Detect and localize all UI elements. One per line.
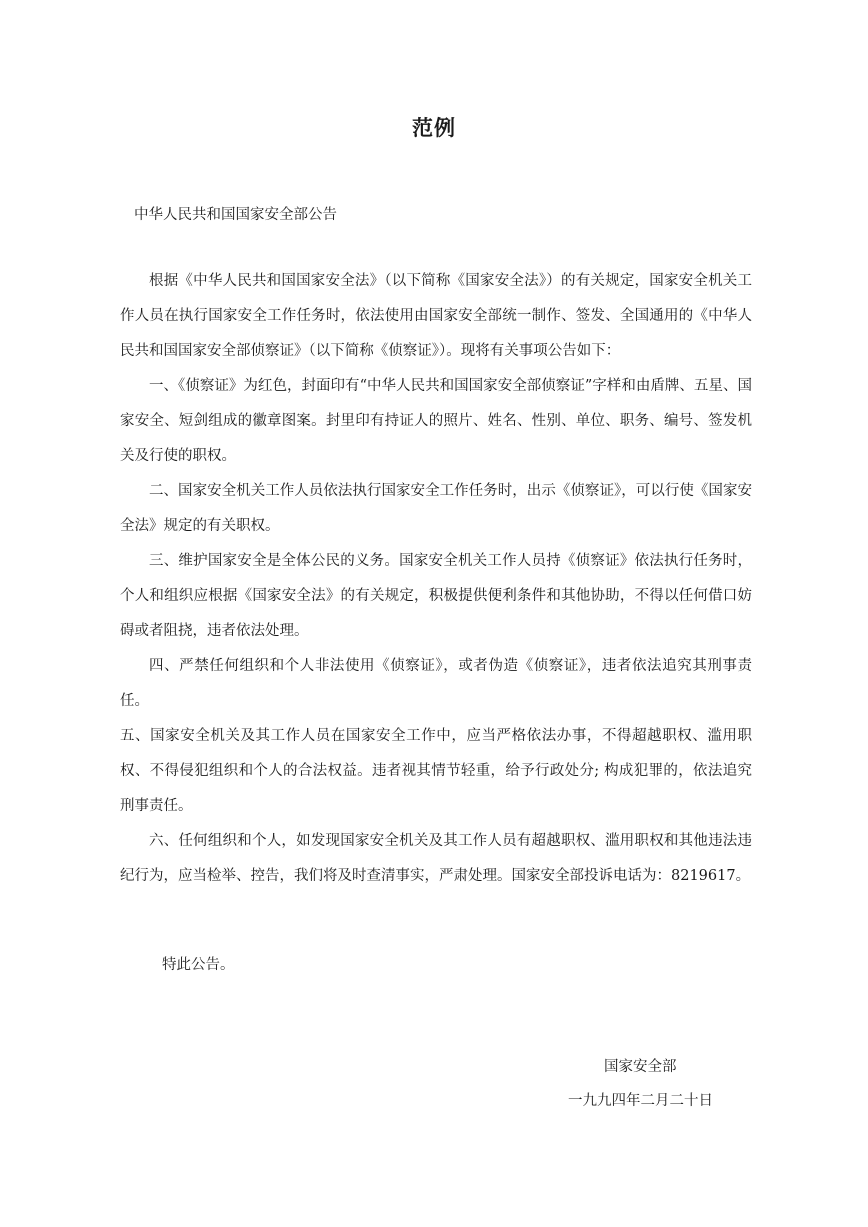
paragraph-item-1: 一、《侦察证》为红色，封面印有“中华人民共和国国家安全部侦察证”字样和由盾牌、五星、国家安全、短剑组成的徽章图案。封里印有持证人的照片、姓名、性别、单位、职务、编号、签发机关及行使的职权。 [120, 378, 752, 464]
signature-date: 一九九四年二月二十日 [568, 1093, 713, 1109]
paragraph-item-3: 三、维护国家安全是全体公民的义务。国家安全机关工作人员持《侦察证》依法执行任务时，个人和组织应根据《国家安全法》的有关规定，积极提供便利条件和其他协助，不得以任何借口妨碍或者阻挠，违者依法处理。 [120, 553, 752, 639]
paragraph-intro: 根据《中华人民共和国国家安全法》（以下简称《国家安全法》）的有关规定，国家安全机关工作人员在执行国家安全工作任务时，依法使用由国家安全部统一制作、签发、全国通用的《中华人民共和国国家安全部侦察证》（以下简称《侦察证》）。现将有关事项公告如下： [120, 273, 752, 359]
signature-organization: 国家安全部 [604, 1059, 677, 1075]
document-body [120, 264, 752, 894]
closing-statement: 特此公告。 [162, 957, 235, 973]
document-title: 范例 [412, 115, 456, 140]
paragraph-item-2: 二、国家安全机关工作人员依法执行国家安全工作任务时，出示《侦察证》，可以行使《国家安全法》规定的有关职权。 [120, 483, 752, 534]
announcement-heading: 中华人民共和国国家安全部公告 [134, 207, 337, 223]
paragraph-item-5: 五、国家安全机关及其工作人员在国家安全工作中，应当严格依法办事，不得超越职权、滥用职权、不得侵犯组织和个人的合法权益。违者视其情节轻重，给予行政处分; 构成犯罪的，依法追究刑事责任。 [120, 728, 752, 814]
paragraph-item-6: 六、任何组织和个人，如发现国家安全机关及其工作人员有超越职权、滥用职权和其他违法违纪行为，应当检举、控告，我们将及时查清事实，严肃处理。国家安全部投诉电话为：8219617。 [120, 833, 752, 884]
paragraph-item-4: 四、严禁任何组织和个人非法使用《侦察证》，或者伪造《侦察证》，违者依法追究其刑事责任。 [120, 658, 752, 709]
